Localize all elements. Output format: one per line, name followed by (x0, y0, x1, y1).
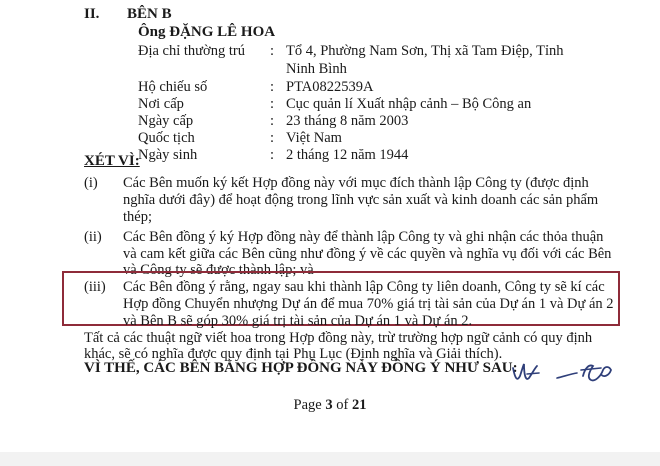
recitals-heading: XÉT VÌ: (84, 153, 140, 169)
clause-line: Các Bên muốn ký kết Hợp đồng này với mục đích thành lập Công ty (được định (123, 175, 589, 191)
clause-line: Hợp đồng Chuyển nhượng Dự án để mua 70% giá trị tài sản của Dự án 1 và Dự án 2 (123, 296, 614, 312)
clause-line: nghĩa dưới đây) để hoạt động trong lĩnh vực sản xuất và kinh doanh các sản phẩm (123, 192, 599, 208)
footer-current-page: 3 (325, 397, 333, 413)
field-label-issue-date: Ngày cấp (138, 113, 194, 129)
field-value-address: Tổ 4, Phường Nam Sơn, Thị xã Tam Điệp, Tỉnh (286, 43, 564, 59)
clause-line: và Công ty sẽ được thành lập; và (123, 262, 314, 278)
page-footer (0, 397, 660, 414)
field-label-passport: Hộ chiếu số (138, 79, 208, 95)
field-label-nationality: Quốc tịch (138, 130, 195, 146)
clause-number: (i) (84, 175, 98, 191)
field-value-address-cont: Ninh Bình (286, 61, 347, 77)
field-value-nationality: Việt Nam (286, 130, 342, 146)
scan-bottom-edge (0, 452, 660, 466)
footer-middle: of (332, 397, 352, 413)
section-number: II. (84, 6, 100, 22)
field-colon: : (270, 96, 275, 112)
clause-number: (ii) (84, 229, 102, 245)
field-value-passport: PTA0822539A (286, 79, 374, 95)
field-label-address: Địa chỉ thường trú (138, 43, 245, 59)
field-value-birthdate: 2 tháng 12 năm 1944 (286, 147, 409, 163)
field-colon: : (270, 130, 275, 146)
party-name: Ông ĐẶNG LÊ HOA (138, 24, 276, 40)
footer-prefix: Page (293, 397, 326, 413)
clause-line: Các Bên đồng ý ký Hợp đồng này để thành lập Công ty và ghi nhận các thỏa thuận (123, 229, 604, 245)
field-colon: : (270, 113, 275, 129)
field-colon: : (270, 43, 275, 59)
clause-line: Các Bên đồng ý rằng, ngay sau khi thành lập Công ty liên doanh, Công ty sẽ kí các (123, 279, 605, 295)
footer-total-pages: 21 (351, 397, 367, 413)
field-colon: : (270, 147, 275, 163)
signature-initials (505, 354, 625, 390)
clause-line: và Bên B sẽ góp 30% giá trị tài sản của Dự án 1 và Dự án 2. (123, 313, 473, 329)
clause-number: (iii) (84, 279, 106, 295)
field-label-birthdate: Ngày sinh (138, 147, 198, 163)
field-colon: : (270, 79, 275, 95)
definitions-line: khác, sẽ có nghĩa được quy định tại Phụ Lục (Định nghĩa và Giải thích). (84, 346, 503, 362)
clause-line: và cam kết giữa các Bên cũng như đồng ý về các quyền và nghĩa vụ đối với các Bên (123, 246, 612, 262)
definitions-line: Tất cả các thuật ngữ viết hoa trong Hợp đồng này, trừ trường hợp ngữ cảnh có quy định (84, 330, 593, 346)
field-value-issue-place: Cục quản lí Xuất nhập cảnh – Bộ Công an (286, 96, 532, 112)
therefore-heading: VÌ THẾ, CÁC BÊN BẰNG HỢP ĐỒNG NÀY ĐỒNG Ý NHƯ SAU: (84, 360, 518, 376)
clause-line: thép; (123, 209, 152, 225)
field-value-issue-date: 23 tháng 8 năm 2003 (286, 113, 409, 129)
field-label-issue-place: Nơi cấp (138, 96, 184, 112)
section-title: BÊN B (127, 6, 172, 22)
